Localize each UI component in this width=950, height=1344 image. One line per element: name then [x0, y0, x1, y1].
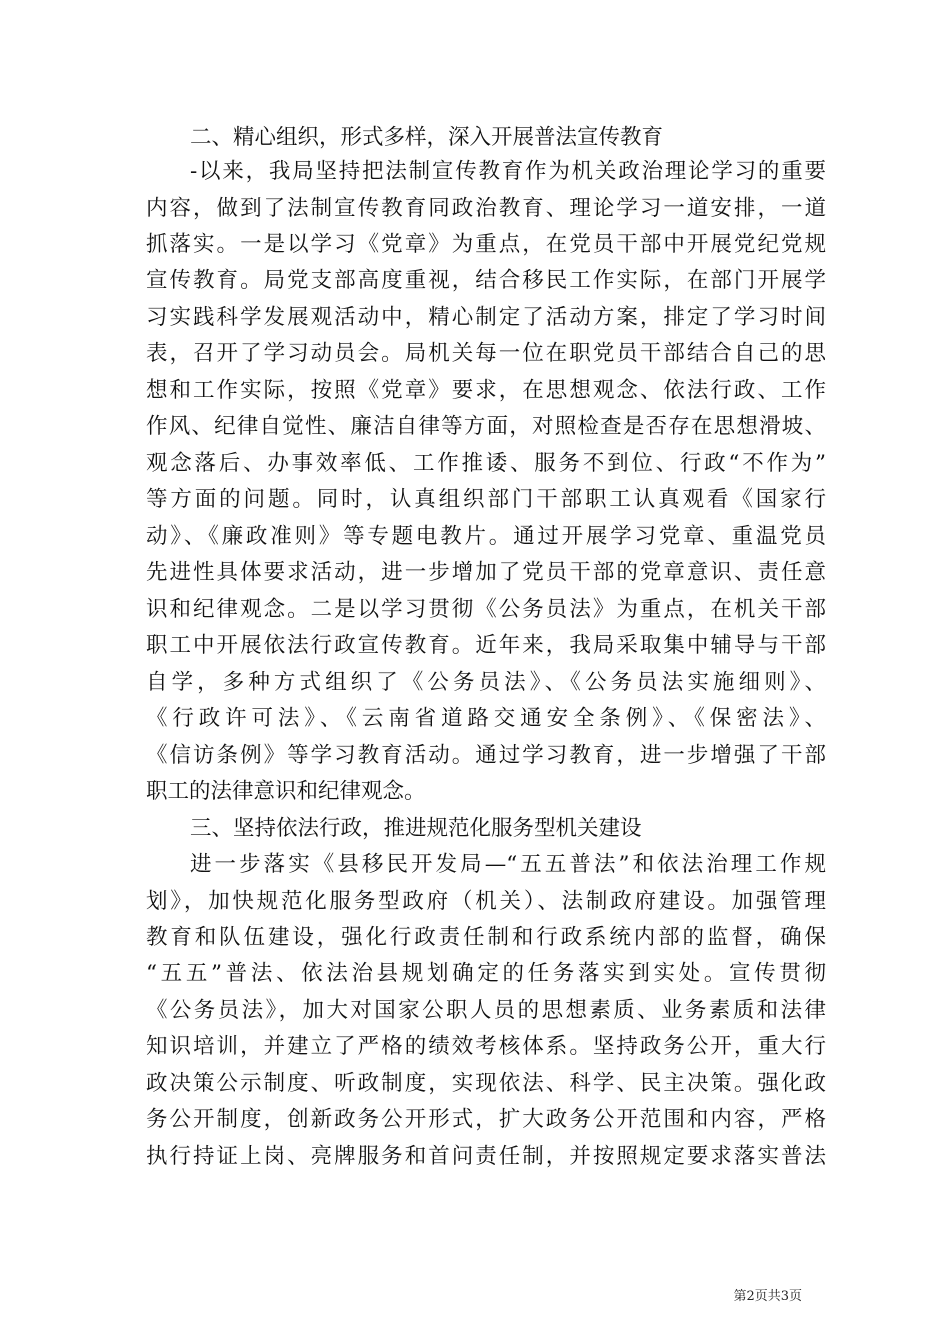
paragraph-line: -以来，我局坚持把法制宣传教育作为机关政治理论学习的重要 [190, 159, 826, 184]
paragraph-line: 宣传教育。局党支部高度重视，结合移民工作实际，在部门开展学 [146, 268, 826, 293]
paragraph-line: 执行持证上岗、亮牌服务和首问责任制，并按照规定要求落实普法 [146, 1144, 826, 1169]
paragraph-line: 作风、纪律自觉性、廉洁自律等方面，对照检查是否存在思想滑坡、 [146, 414, 826, 439]
paragraph-line: 想和工作实际，按照《党章》要求，在思想观念、依法行政、工作 [146, 378, 826, 403]
paragraph-line: 教育和队伍建设，强化行政责任制和行政系统内部的监督，确保 [146, 925, 826, 950]
paragraph-line: 进一步落实《县移民开发局—“五五普法”和依法治理工作规 [190, 852, 826, 877]
paragraph-line: 表，召开了学习动员会。局机关每一位在职党员干部结合自己的思 [146, 341, 826, 366]
paragraph-line: 动》、《廉政准则》等专题电教片。通过开展学习党章、重温党员 [146, 524, 826, 549]
section-heading-3: 三、坚持依法行政，推进规范化服务型机关建设 [190, 816, 642, 841]
paragraph-line: 《信访条例》等学习教育活动。通过学习教育，进一步增强了干部 [146, 743, 826, 768]
paragraph-line: 内容，做到了法制宣传教育同政治教育、理论学习一道安排，一道 [146, 196, 826, 221]
page-number-footer: 第2页共3页 [733, 1289, 802, 1304]
section-heading-2: 二、精心组织，形式多样，深入开展普法宣传教育 [190, 125, 664, 150]
paragraph-line: 《行政许可法》、《云南省道路交通安全条例》、《保密法》、 [146, 706, 826, 731]
paragraph-line: 知识培训，并建立了严格的绩效考核体系。坚持政务公开，重大行 [146, 1034, 826, 1059]
paragraph-line: 《公务员法》，加大对国家公职人员的思想素质、业务素质和法律 [146, 998, 826, 1023]
paragraph-line: 先进性具体要求活动，进一步增加了党员干部的党章意识、责任意 [146, 560, 826, 585]
paragraph-line: 政决策公示制度、听政制度，实现依法、科学、民主决策。强化政 [146, 1071, 826, 1096]
paragraph-line: 职工中开展依法行政宣传教育。近年来，我局采取集中辅导与干部 [146, 633, 826, 658]
paragraph-line: 务公开制度，创新政务公开形式，扩大政务公开范围和内容，严格 [146, 1107, 826, 1132]
paragraph-line: 识和纪律观念。二是以学习贯彻《公务员法》为重点，在机关干部 [146, 597, 826, 622]
paragraph-line: 划》，加快规范化服务型政府（机关）、法制政府建设。加强管理 [146, 889, 826, 914]
paragraph-line: 习实践科学发展观活动中，精心制定了活动方案，排定了学习时间 [146, 305, 826, 330]
paragraph-line: “五五”普法、依法治县规划确定的任务落实到实处。宣传贯彻 [146, 961, 826, 986]
paragraph-line: 观念落后、办事效率低、工作推诿、服务不到位、行政“不作为” [146, 451, 826, 476]
paragraph-line: 抓落实。一是以学习《党章》为重点，在党员干部中开展党纪党规 [146, 232, 826, 257]
paragraph-line: 职工的法律意识和纪律观念。 [146, 779, 426, 804]
paragraph-line: 自学，多种方式组织了《公务员法》、《公务员法实施细则》、 [146, 670, 826, 695]
paragraph-line: 等方面的问题。同时，认真组织部门干部职工认真观看《国家行 [146, 487, 826, 512]
